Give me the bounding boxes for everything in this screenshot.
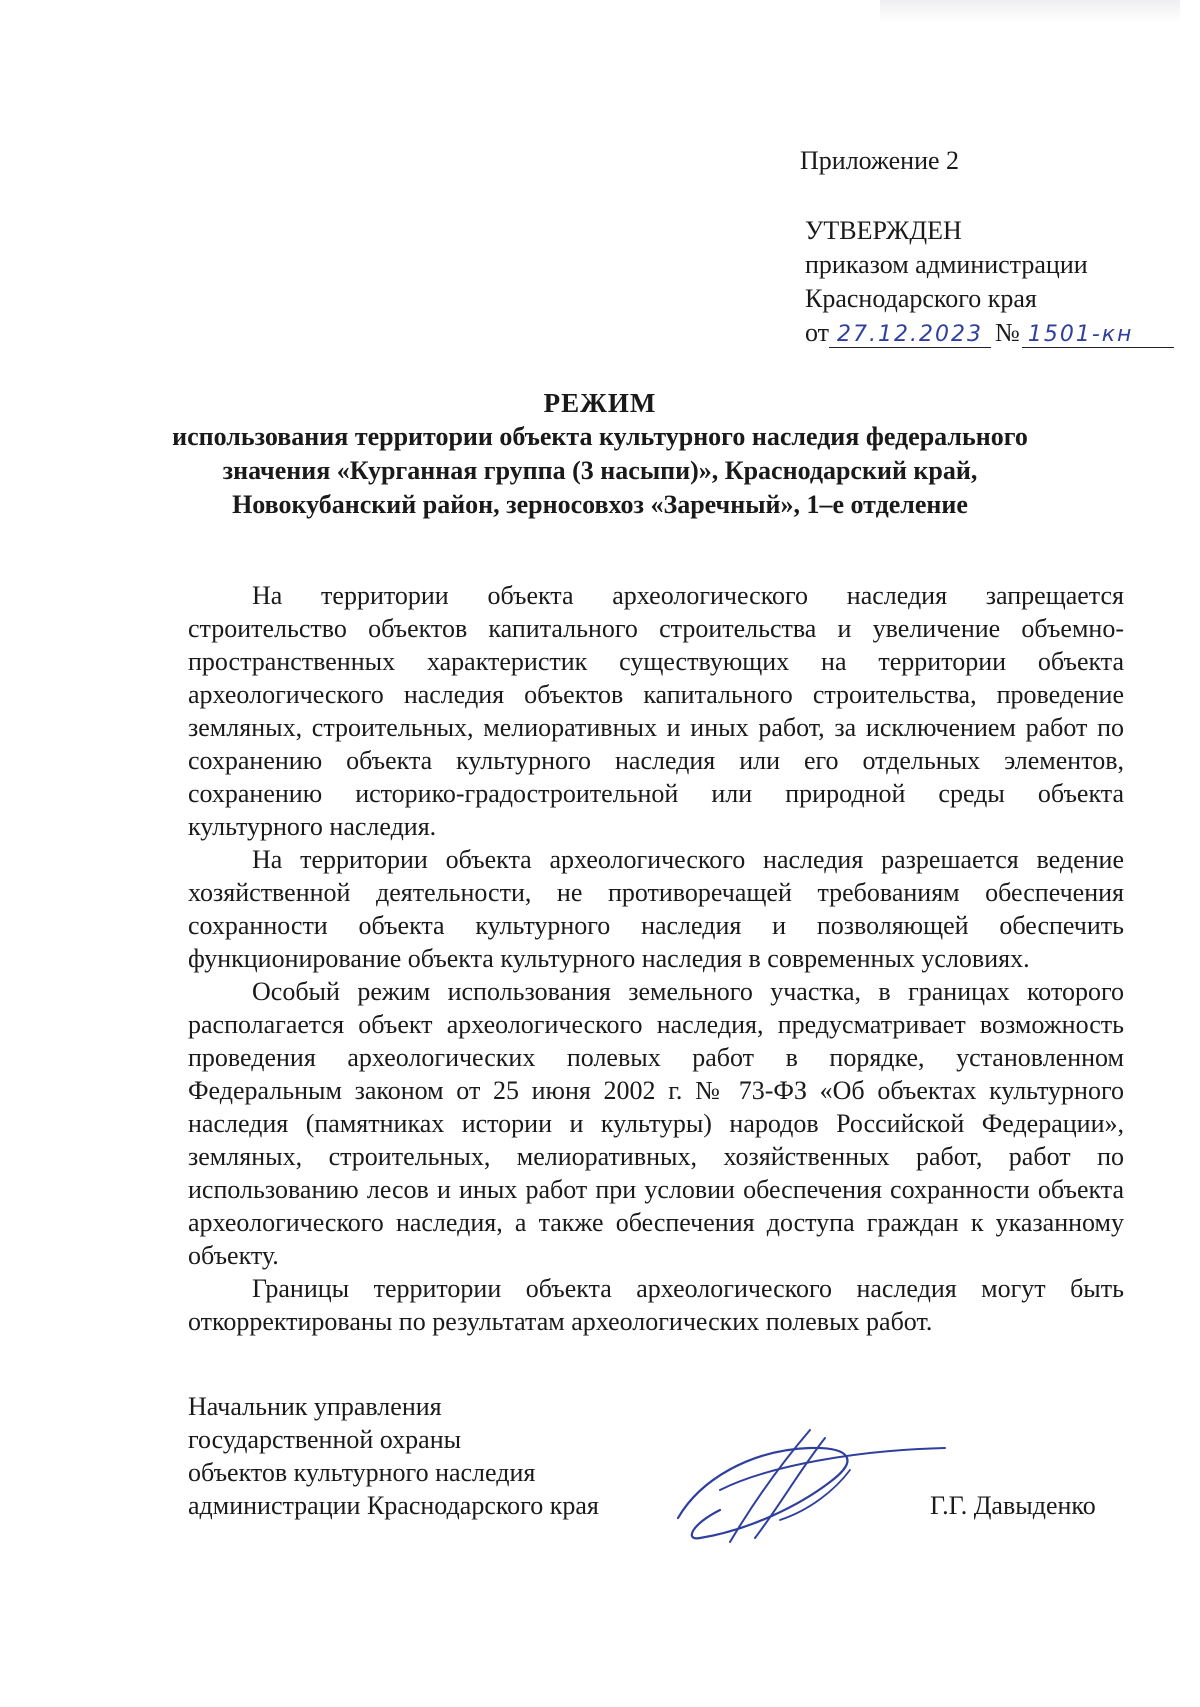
body-paragraph-4: Границы территории объекта археологического наследия могут быть откорректированы по результатам археологических полевых работ.: [188, 1274, 1124, 1336]
appendix-label: Приложение 2: [800, 146, 960, 175]
title-line-3: Новокубанский район, зерносовхоз «Заречный», 1–е отделение: [232, 490, 968, 519]
approval-date-number-line: [805, 316, 1174, 350]
body-paragraph-1: На территории объекта археологического наследия запрещается строительство объектов капитального строительства и увеличение объемно-пространственных характеристик существующих на территории объекта археологического наследия объектов капитального строительства, проведение земляных, строительных, мелиоративных и иных работ, за исключением работ по сохранению объекта культурного наследия или его отдельных элементов, сохранению историко-градостроительной или природной среды объекта культурного наследия.: [188, 581, 1124, 841]
date-prefix: от: [805, 318, 830, 347]
position-line-1: Начальник управления: [188, 1392, 442, 1421]
document-body: [188, 579, 1124, 1338]
position-line-4: администрации Краснодарского края: [188, 1491, 599, 1520]
approval-block: [805, 214, 1174, 350]
title-line-2: значения «Курганная группа (3 насыпи)», Краснодарский край,: [222, 456, 978, 485]
signatory-position: [188, 1390, 599, 1522]
approval-line-1: приказом администрации: [805, 250, 1088, 279]
signatory-name: Г.Г. Давыденко: [930, 1491, 1096, 1520]
approval-status: УТВЕРЖДЕН: [805, 216, 962, 245]
document-title: [150, 386, 1050, 522]
body-paragraph-2: На территории объекта археологического наследия разрешается ведение хозяйственной деятельности, не противоречащей требованиям обеспечения сохранности объекта культурного наследия и позволяющей обеспечить функционирование объекта культурного наследия в современных условиях.: [188, 845, 1124, 973]
position-line-2: государственной охраны: [188, 1425, 462, 1454]
approval-line-2: Краснодарского края: [805, 284, 1037, 313]
scan-artifact: [880, 0, 1180, 22]
number-sign: №: [995, 318, 1020, 347]
body-paragraph-3: Особый режим использования земельного участка, в границах которого располагается объект археологического наследия, предусматривает возможность проведения археологических полевых работ в порядке, установленном Федеральным законом от 25 июня 2002 г. № 73-ФЗ «Об объектах культурного наследия (памятниках истории и культуры) народов Российской Федерации», земляных, строительных, мелиоративных, хозяйственных работ, работ по использованию лесов и иных работ при условии обеспечения сохранности объекта археологического наследия, а также обеспечения доступа граждан к указанному объекту.: [188, 977, 1124, 1270]
handwritten-order-number: 1501-кн: [1022, 323, 1174, 348]
title-heading: РЕЖИМ: [543, 388, 657, 418]
handwritten-date: 27.12.2023: [829, 323, 991, 348]
handwritten-signature: [660, 1420, 960, 1550]
position-line-3: объектов культурного наследия: [188, 1458, 536, 1487]
title-line-1: использования территории объекта культурного наследия федерального: [172, 422, 1028, 451]
